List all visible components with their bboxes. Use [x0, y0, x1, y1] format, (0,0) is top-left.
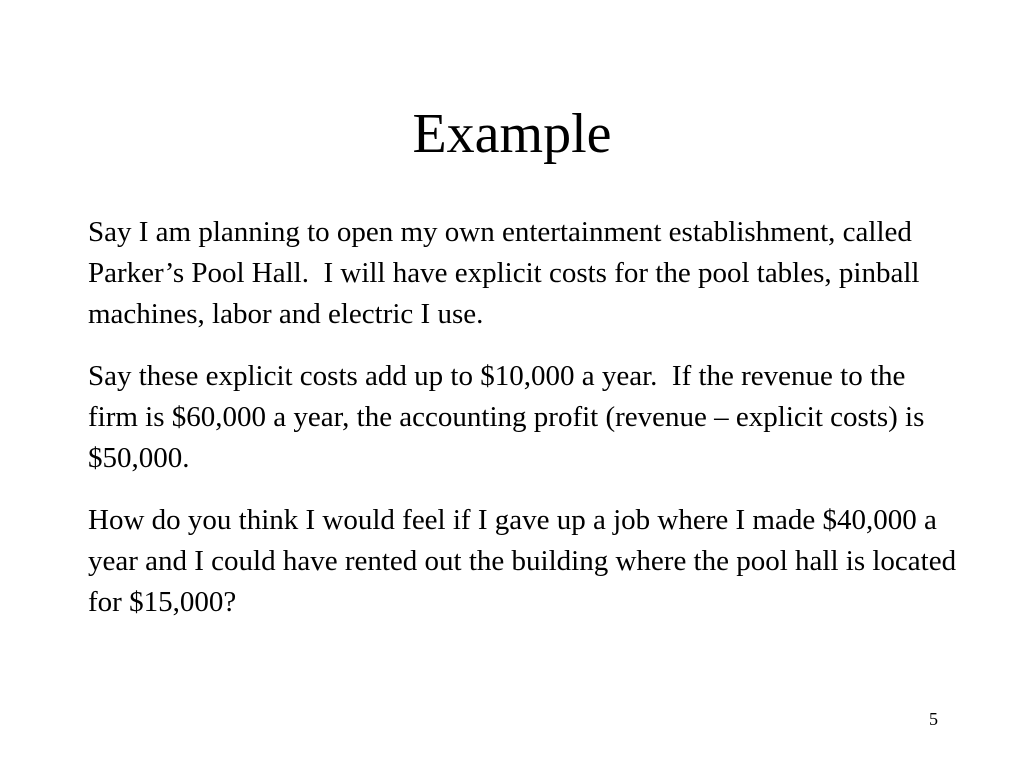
- page-number: 5: [929, 709, 938, 729]
- slide-title: Example: [412, 103, 612, 165]
- slide-body: [88, 212, 964, 644]
- paragraph-3: How do you think I would feel if I gave up a job where I made $40,000 a year and I could have rented out the building where the pool hall is located for $15,000?: [88, 504, 964, 618]
- paragraph-2: Say these explicit costs add up to $10,000 a year. If the revenue to the firm is $60,000 a year, the accounting profit (revenue – explicit costs) is $50,000.: [88, 360, 932, 474]
- paragraph-1: Say I am planning to open my own entertainment establishment, called Parker’s Pool Hall. I will have explicit costs for the pool tables, pinball machines, labor and electric I use.: [88, 216, 927, 330]
